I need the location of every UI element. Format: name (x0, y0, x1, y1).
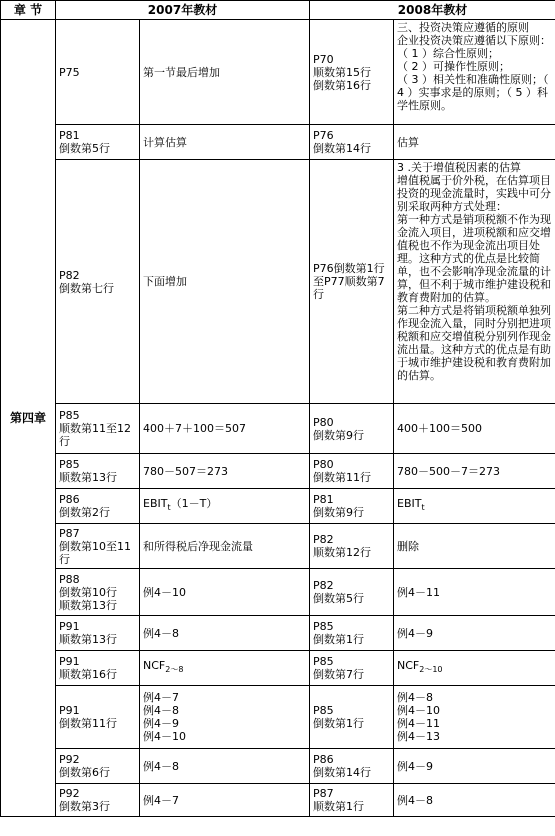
edition-2007-header: 2007年教材 (56, 1, 310, 20)
header-row (1, 1, 555, 20)
loc-2007: P92 倒数第3行 (56, 784, 140, 817)
loc-2008: P82 倒数第5行 (310, 569, 394, 616)
text-2008: 例4－8 例4－10 例4－11 例4－13 (394, 686, 555, 749)
formula-subscript: 2～8 (165, 665, 184, 675)
loc-2007: P85 顺数第11至12行 (56, 404, 140, 454)
table-row (1, 160, 555, 404)
loc-2007: P81 倒数第5行 (56, 125, 140, 160)
text-2008-content: 三、投资决策应遵循的原则 企业投资决策应遵循以下原则：（ 1 ）综合性原则； （ 2 ）可操作性原则； （ 3 ）相关性和准确性原则；（ 4 ）实事求是的原则；（ 5 ）科学性原则。 (397, 21, 551, 112)
text-2007: 例4－8 (140, 616, 310, 651)
text-2008 (394, 20, 555, 125)
text-2007 (140, 489, 310, 524)
table-row (1, 404, 555, 454)
text-2007: 和所得税后净现金流量 (140, 524, 310, 569)
loc-2007: P91 顺数第16行 (56, 651, 140, 686)
table-row (1, 524, 555, 569)
text-2008: 例4－11 (394, 569, 555, 616)
text-2008: 估算 (394, 125, 555, 160)
text-2007: 计算估算 (140, 125, 310, 160)
edition-2008-header: 2008年教材 (310, 1, 555, 20)
loc-2008: P82 顺数第12行 (310, 524, 394, 569)
chapter-cell: 第四章 (1, 20, 56, 817)
loc-2007: P86 倒数第2行 (56, 489, 140, 524)
text-2008: 例4－9 (394, 616, 555, 651)
loc-2007: P87 倒数第10至11行 (56, 524, 140, 569)
text-2007: 780－507＝273 (140, 454, 310, 489)
loc-2008: P70 顺数第15行 倒数第16行 (310, 20, 394, 125)
loc-2008: P80 倒数第9行 (310, 404, 394, 454)
loc-2008: P81 倒数第9行 (310, 489, 394, 524)
loc-2008: P85 倒数第1行 (310, 616, 394, 651)
loc-2007: P91 顺数第13行 (56, 616, 140, 651)
text-2007: 例4－7 例4－8 例4－9 例4－10 (140, 686, 310, 749)
text-2008: 400＋100＝500 (394, 404, 555, 454)
loc-2008: P87 顺数第1行 (310, 784, 394, 817)
loc-2007: P88 倒数第10行 顺数第13行 (56, 569, 140, 616)
text-2008-content: 3 .关于增值税因素的估算 增值税属于价外税，在估算项目投资的现金流量时，实践中可分别采取两种方式处理： 第一种方式是销项税额不作为现金流入项目，进项税额和应交增值税也不作为现金流出项目处理。这种方式的优点是比较简单，也不会影响净现金流量的计算，但不利于城市维护建设税和教育费附加的估算。 第二种方式是将销项税额单独列作现金流入量，同时分别把进项税额和应交增值税分别列作现金流出量。这种方式的优点是有助于城市维护建设税和教育费附加的估算。 (397, 161, 551, 382)
loc-2008: P85 倒数第7行 (310, 651, 394, 686)
table-row (1, 125, 555, 160)
table-row (1, 616, 555, 651)
table-row (1, 686, 555, 749)
table-row (1, 454, 555, 489)
text-2007: 例4－8 (140, 749, 310, 784)
text-2008 (394, 160, 555, 404)
table-row (1, 569, 555, 616)
loc-2007: P82 倒数第七行 (56, 160, 140, 404)
text-2007: 下面增加 (140, 160, 310, 404)
loc-2007: P75 (56, 20, 140, 125)
text-2008: 780－500－7＝273 (394, 454, 555, 489)
formula-main: EBIT (143, 497, 168, 511)
formula-subscript: t (421, 503, 425, 513)
formula-subscript: 2～10 (419, 665, 443, 675)
text-2008: 例4－9 (394, 749, 555, 784)
formula-tail: （1－T） (170, 497, 218, 511)
formula-subscript: t (167, 503, 171, 513)
formula-main: NCF (143, 659, 166, 673)
loc-2008: P86 倒数第14行 (310, 749, 394, 784)
section-header: 章 节 (1, 1, 56, 20)
loc-2007: P91 倒数第11行 (56, 686, 140, 749)
formula-main: EBIT (397, 497, 422, 511)
loc-2008: P76倒数第1行 至P77顺数第7行 (310, 160, 394, 404)
text-2007: 例4－10 (140, 569, 310, 616)
text-2007 (140, 651, 310, 686)
text-2008: 例4－8 (394, 784, 555, 817)
table-row (1, 20, 555, 125)
loc-2007: P85 顺数第13行 (56, 454, 140, 489)
text-2008: 删除 (394, 524, 555, 569)
text-2007: 例4－7 (140, 784, 310, 817)
table-row (1, 489, 555, 524)
table-row (1, 749, 555, 784)
table-row (1, 651, 555, 686)
loc-2008: P76 倒数第14行 (310, 125, 394, 160)
table-row (1, 784, 555, 817)
loc-2008: P80 倒数第11行 (310, 454, 394, 489)
text-2007: 400＋7＋100＝507 (140, 404, 310, 454)
text-2007: 第一节最后增加 (140, 20, 310, 125)
loc-2008: P85 倒数第1行 (310, 686, 394, 749)
loc-2007: P92 倒数第6行 (56, 749, 140, 784)
text-2008 (394, 651, 555, 686)
formula-main: NCF (397, 659, 420, 673)
text-2008 (394, 489, 555, 524)
